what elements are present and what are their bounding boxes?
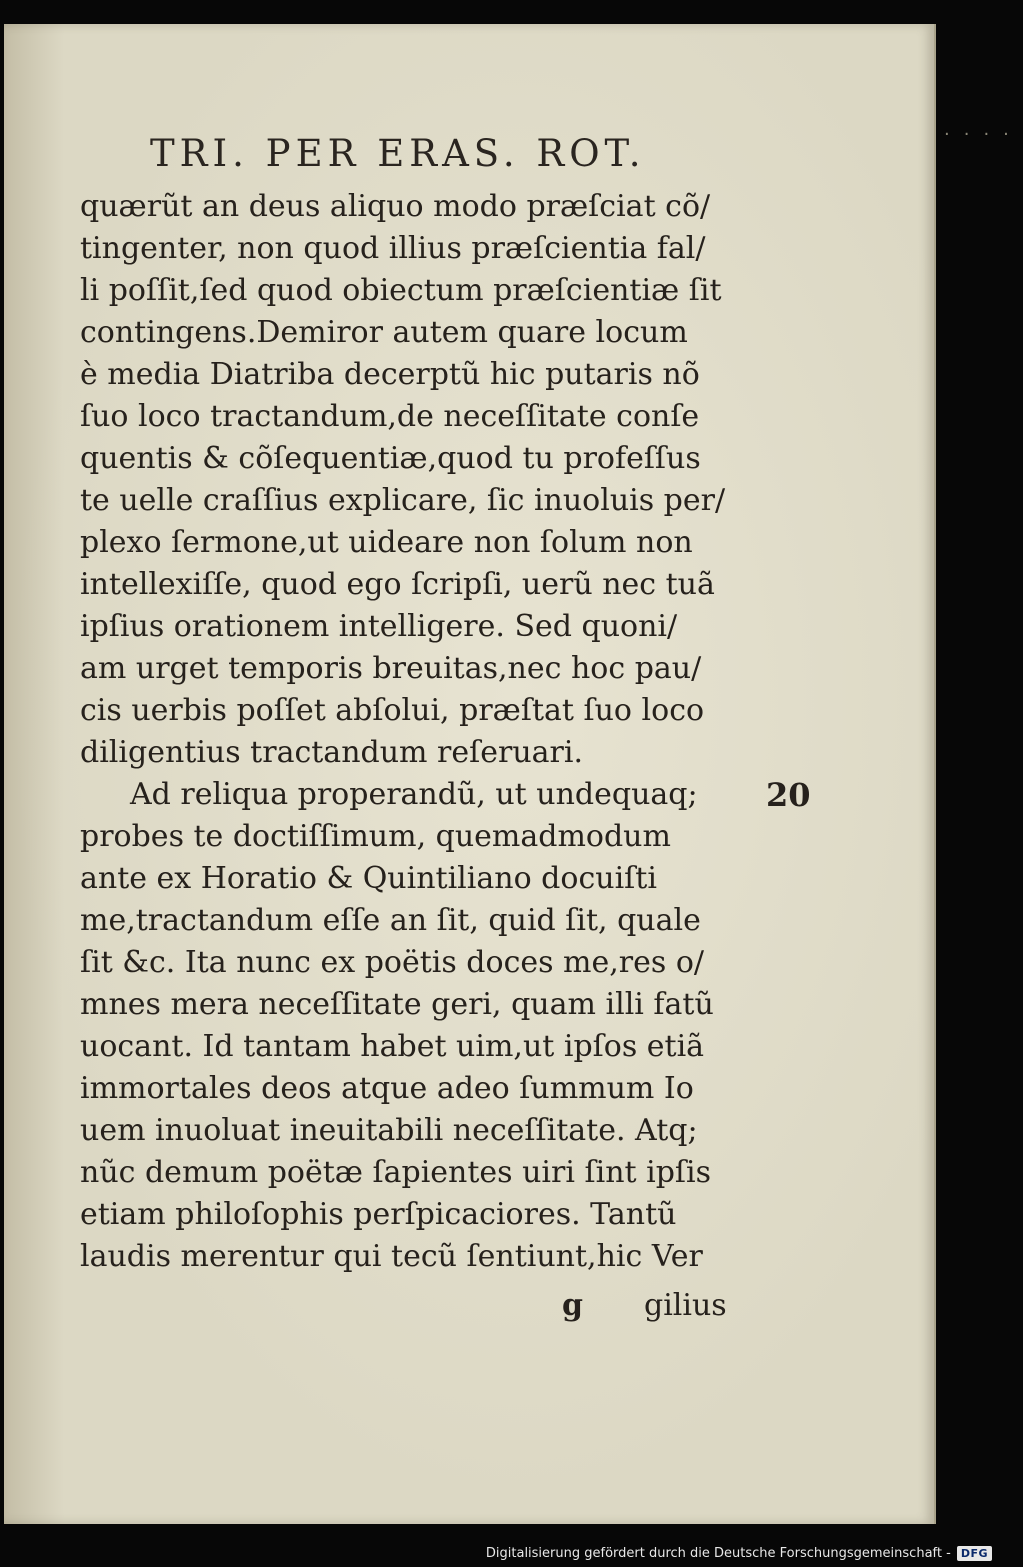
text-line: quærũt an deus aliquo modo præſciat cõ/ [80, 189, 711, 224]
text-line: contingens.Demiror autem quare locum [80, 315, 688, 350]
text-line: ſit &c. Ita nunc ex poëtis doces me,res o/ [80, 945, 704, 980]
page-edge-marks: ···· [944, 124, 1023, 145]
text-line: am urget temporis breuitas,nec hoc pau/ [80, 651, 702, 686]
text-line: tingenter, non quod illius præſcientia fal/ [80, 231, 706, 266]
text-line: ipſius orationem intelligere. Sed quoni/ [80, 609, 678, 644]
text-line: laudis merentur qui tecũ ſentiunt,hic Ver [80, 1239, 703, 1274]
margin-line-number: 20 [766, 776, 811, 814]
text-line: è media Diatriba decerptũ hic putaris nõ [80, 357, 700, 392]
text-line: ſuo loco tractandum,de neceſſitate conſe [80, 399, 700, 434]
text-line: immortales deos atque adeo ſummum Io [80, 1071, 694, 1106]
dfg-logo-icon: DFG [957, 1546, 992, 1561]
digitization-footer [486, 1543, 992, 1563]
paragraph-start-line: Ad reliqua properandũ, ut undequaq; [130, 777, 698, 812]
text-line: cis uerbis poſſet abſolui, præſtat ſuo loco [80, 693, 705, 728]
text-line: quentis & cõſequentiæ,quod tu profeſſus [80, 441, 701, 476]
text-line: etiam philoſophis perſpicaciores. Tantũ [80, 1197, 677, 1232]
text-line: mnes mera neceſſitate geri, quam illi fatũ [80, 987, 714, 1022]
text-line: li poſſit,ſed quod obiectum præſcientiæ ſit [80, 273, 722, 308]
text-line: diligentius tractandum reſeruari. [80, 735, 583, 770]
text-line: plexo ſermone,ut uideare non ſolum non [80, 525, 693, 560]
footer-credit: Digitalisierung gefördert durch die Deutsche Forschungsgemeinschaft - [485, 1545, 951, 1561]
text-line: ante ex Horatio & Quintiliano docuiſti [80, 861, 657, 896]
signature-mark: g [562, 1288, 583, 1323]
running-head: TRI. PER ERAS. ROT. [150, 132, 646, 175]
text-line: me,tractandum eſſe an ſit, quid ſit, quale [80, 903, 701, 938]
body-text [80, 186, 760, 1278]
catchword: gilius [644, 1288, 727, 1323]
text-line: nũc demum poëtæ ſapientes uiri ſint ipſis [80, 1155, 711, 1190]
text-line: uem inuoluat ineuitabili neceſſitate. Atq; [80, 1113, 698, 1148]
text-line: te uelle craſſius explicare, ſic inuoluis per/ [80, 483, 726, 518]
text-line: probes te doctiſſimum, quemadmodum [80, 819, 671, 854]
text-line: intellexiſſe, quod ego ſcripſi, uerũ nec tuã [80, 567, 715, 602]
text-line: uocant. Id tantam habet uim,ut ipſos etiã [80, 1029, 705, 1064]
book-page [4, 24, 936, 1524]
